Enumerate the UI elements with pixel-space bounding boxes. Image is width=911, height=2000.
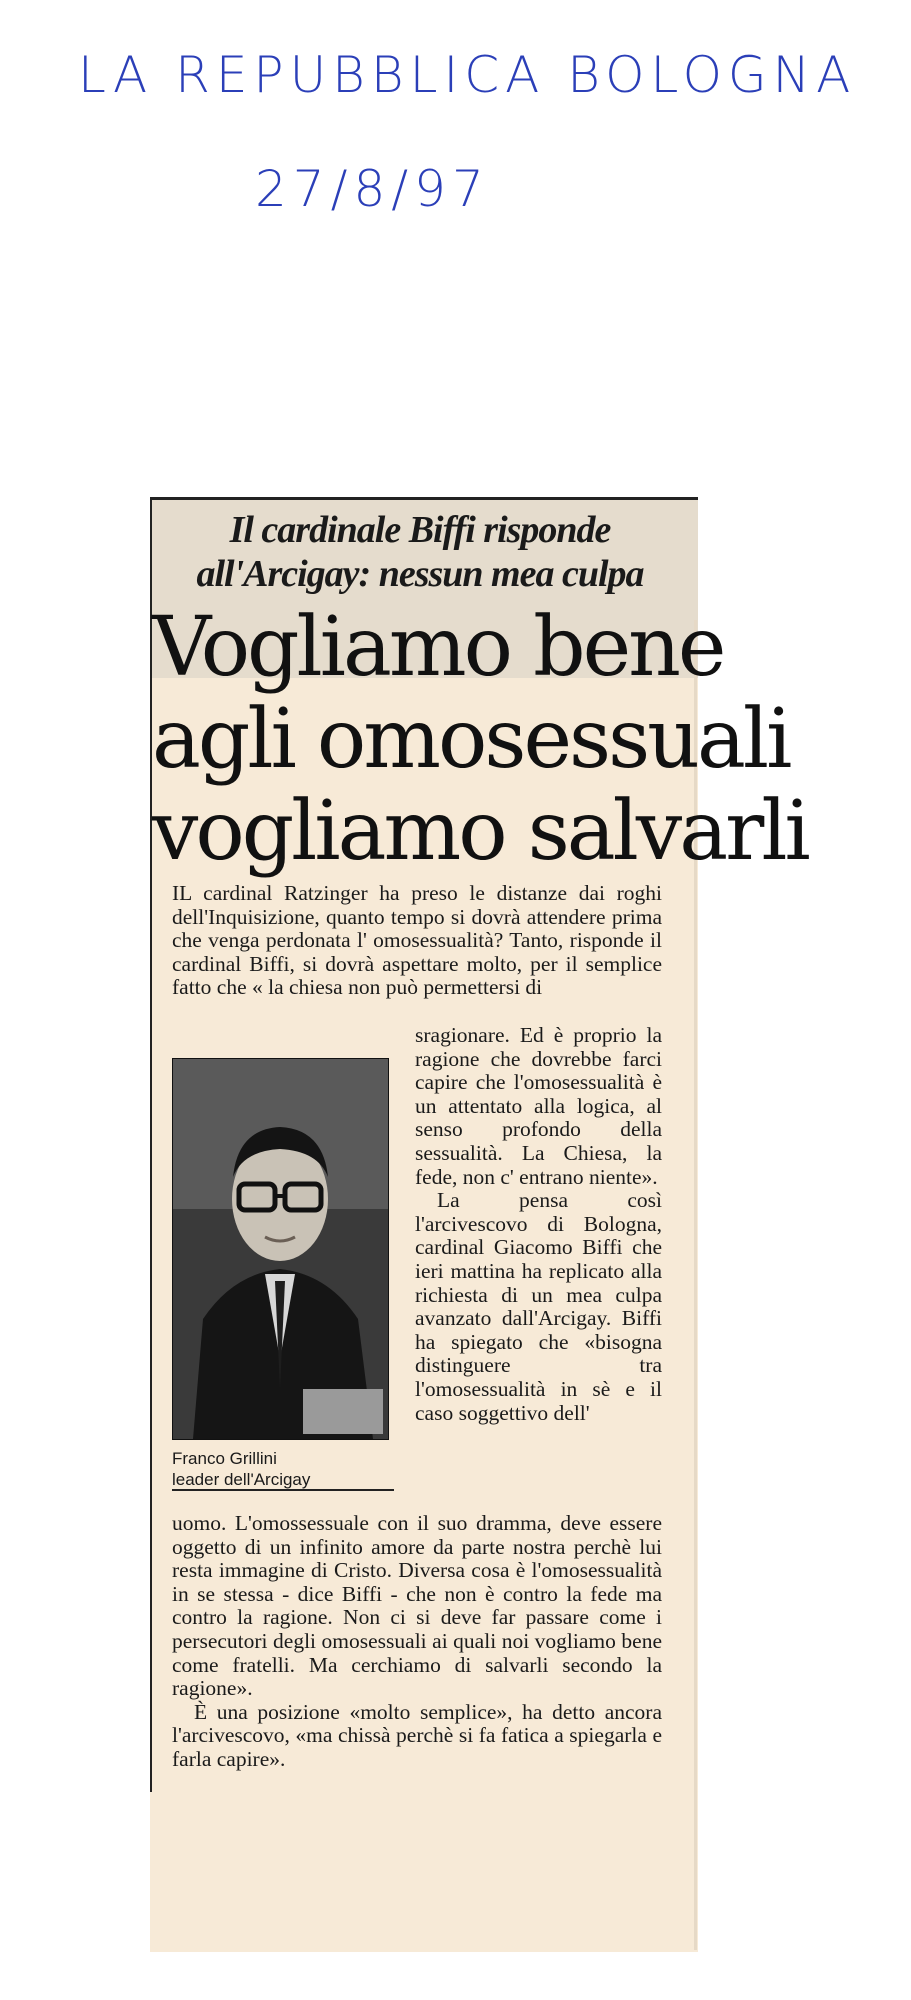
- conclusion-paragraph: È una posizione «molto semplice», ha detto ancora l'arcivescovo, «ma chissà perchè si fa fatica a spiegarla e farla capire».: [172, 1699, 662, 1771]
- title-line: vogliamo salvarli: [152, 784, 808, 879]
- article-lead: [172, 882, 662, 1000]
- caption-role: leader dell'Arcigay: [172, 1470, 311, 1489]
- kicker-line: Il cardinale Biffi risponde: [229, 509, 611, 551]
- article-conclusion: [172, 1512, 662, 1772]
- handwritten-source-note: LA REPUBBLICA BOLOGNA: [78, 46, 857, 104]
- lead-paragraph: IL cardinal Ratzinger ha preso le distanze dai roghi dell'Inquisizione, quanto tempo si dovrà attendere prima che venga perdonata l' omosessualità? Tanto, risponde il cardinal Biffi, si dovrà aspettare molto, per il semplice fatto che « la chiesa non può permettersi di: [172, 881, 662, 1000]
- title-line: Vogliamo bene: [152, 600, 724, 695]
- article-side-column: [415, 1024, 662, 1425]
- portrait-photo: [172, 1058, 389, 1440]
- article-title: [152, 600, 808, 879]
- photo-caption: [172, 1448, 392, 1490]
- caption-rule: [172, 1489, 394, 1491]
- column-paragraph: La pensa così l'arcivescovo di Bologna, cardinal Giacomo Biffi che ieri mattina ha replicato alla richiesta di un mea culpa avanzato dall'Arcigay. Biffi ha spiegato che «bisogna distinguere tra l'omosessualità in sè e il caso soggettivo dell': [415, 1188, 662, 1425]
- conclusion-paragraph: uomo. L'omossessuale con il suo dramma, deve essere oggetto di un infinito amore da parte nostra perchè lui resta immagine di Cristo. Diversa cosa è l'omosessualità in se stessa - dice Biffi - che non è contro la fede ma contro la ragione. Non ci si deve far passare come i persecutori degli omosessuali ai quali noi vogliamo bene come fratelli. Ma cerchiamo di salvarli secondo la ragione».: [172, 1511, 662, 1701]
- portrait-illustration: [173, 1059, 388, 1439]
- column-paragraph: sragionare. Ed è proprio la ragione che dovrebbe farci capire che l'omosessualità è un attentato alla logica, al senso profondo della sessualità. La Chiesa, la fede, non c' entrano niente».: [415, 1023, 662, 1189]
- article-kicker: [160, 508, 680, 596]
- handwritten-date-note: 27/8/97: [255, 160, 490, 218]
- caption-name: Franco Grillini: [172, 1449, 277, 1468]
- kicker-line: all'Arcigay: nessun mea culpa: [196, 553, 644, 595]
- clipping-top-rule: [150, 497, 698, 500]
- title-line: agli omosessuali: [152, 692, 790, 787]
